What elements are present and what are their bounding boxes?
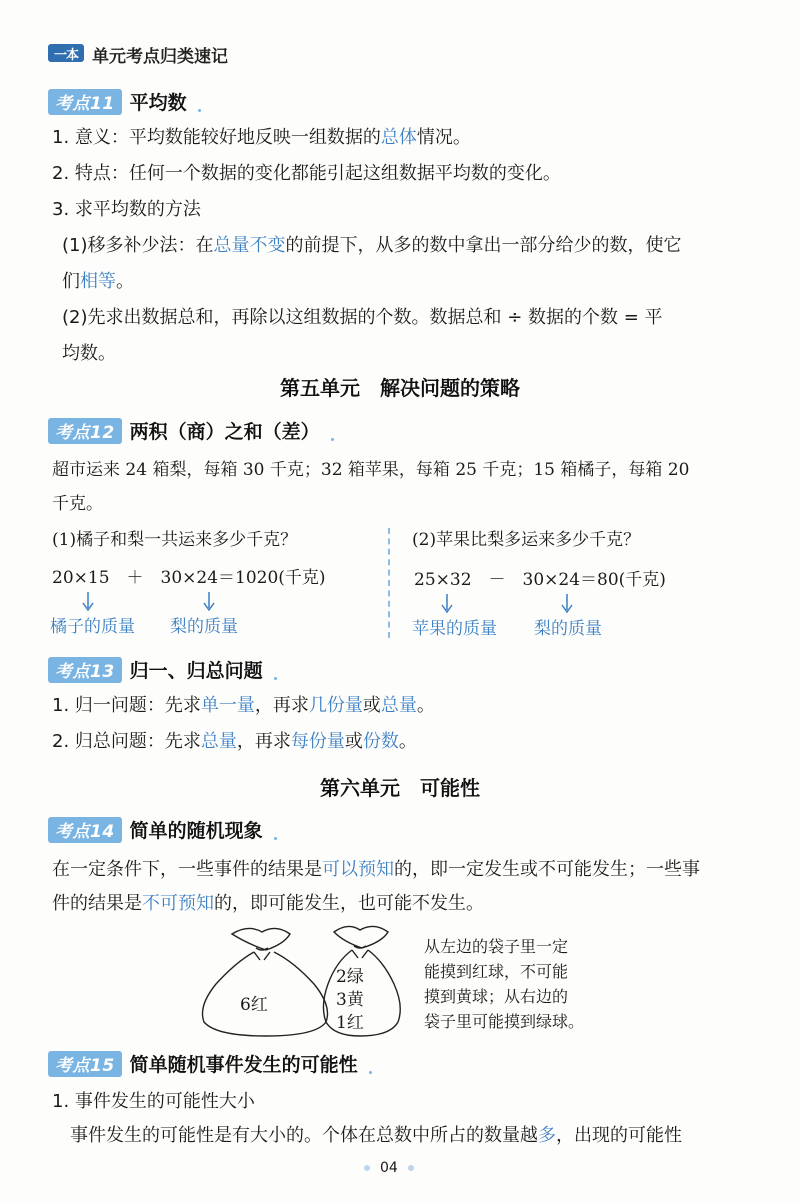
caption-line: 摸到黄球；从右边的 (424, 987, 569, 1006)
bags-caption (424, 934, 584, 1034)
column-divider (388, 528, 390, 638)
arrow-down-icon (440, 594, 454, 614)
text: 的，即可能发生，也可能不发生。 (214, 893, 484, 914)
decor-dot (198, 109, 201, 112)
kp12-q2: (2)苹果比梨多运来多少千克？ (412, 530, 641, 550)
highlight: 份数 (362, 731, 399, 752)
highlight: 单一量 (200, 695, 255, 716)
text: 事件发生的可能性是有大小的。个体在总数中所占的数量越 (70, 1125, 538, 1146)
kp13-line1 (52, 688, 435, 724)
kp12-q1-label1: 橘子的质量 (50, 617, 135, 637)
text: 1. 归一问题：先求 (52, 695, 201, 716)
right-bag-label (336, 966, 364, 1035)
text: 件的结果是 (52, 893, 142, 914)
text: 。 (398, 731, 417, 752)
highlight: 多 (538, 1125, 556, 1146)
bag-ball-count: 2绿 (336, 967, 364, 987)
arrow-down-icon (560, 594, 574, 614)
decor-dot (408, 1165, 414, 1171)
kp13-badge: 考点13 (48, 657, 122, 683)
caption-line: 袋子里可能摸到绿球。 (424, 1012, 585, 1031)
kp12-q1-label2: 梨的质量 (170, 617, 238, 637)
text: 在一定条件下，一些事件的结果是 (52, 859, 322, 880)
decor-dot (369, 1071, 372, 1074)
text: 的前提下，从多的数中拿出一部分给少的数，使它 (285, 235, 682, 256)
bag-ball-count: 1红 (336, 1013, 364, 1033)
text: (1)移多补少法：在 (62, 235, 214, 256)
decor-dot (274, 677, 277, 680)
caption-line: 从左边的袋子里一定 (424, 937, 569, 956)
text: 的，即一定发生或不可能发生；一些事 (394, 859, 700, 880)
highlight: 总量 (380, 695, 417, 716)
highlight: 相等 (80, 271, 116, 292)
kp15-line1: 1. 事件发生的可能性大小 (52, 1091, 255, 1112)
kp14-line1 (52, 852, 700, 888)
kp15-badge: 考点15 (48, 1051, 122, 1077)
text: ，再求 (254, 695, 309, 716)
kp11-badge: 考点11 (48, 89, 122, 115)
kp11-line4 (62, 228, 682, 264)
text: 1. 意义：平均数能较好地反映一组数据的 (52, 127, 381, 148)
page-number: 04 (380, 1160, 398, 1176)
kp11-title: 平均数 (129, 92, 187, 114)
kp12-q2-label2: 梨的质量 (534, 619, 602, 639)
decor-dot (331, 438, 334, 441)
kp11-line1 (52, 120, 471, 156)
kp13-title: 归一、归总问题 (129, 660, 263, 682)
kp12-q1: (1)橘子和梨一共运来多少千克？ (52, 530, 298, 550)
kp12-heading (48, 417, 334, 444)
kp11-line5 (62, 264, 134, 300)
kp12-badge: 考点12 (48, 418, 122, 444)
kp12-q1-equation: 20×15 ＋ 30×24＝1020(千克) (52, 568, 326, 588)
caption-line: 能摸到红球，不可能 (424, 962, 569, 981)
kp14-badge: 考点14 (48, 817, 122, 843)
kp11-line3: 3. 求平均数的方法 (52, 199, 201, 220)
kp11-line7: 均数。 (62, 343, 116, 364)
kp12-problem-line1: 超市运来 24 箱梨，每箱 30 千克；32 箱苹果，每箱 25 千克；15 箱橘子，每箱 20 (52, 460, 690, 480)
kp12-q2-equation: 25×32 － 30×24＝80(千克) (414, 570, 666, 590)
text: 们 (62, 271, 80, 292)
decor-dot (364, 1165, 370, 1171)
highlight: 每份量 (290, 731, 345, 752)
text: 。 (116, 271, 134, 292)
logo-badge: 一本 (48, 44, 84, 62)
kp15-line2 (70, 1118, 682, 1154)
decor-dot (274, 837, 277, 840)
kp15-heading (48, 1050, 372, 1077)
page-footer (364, 1160, 414, 1176)
left-bag (203, 928, 328, 1036)
arrow-down-icon (202, 592, 216, 612)
kp14-heading (48, 816, 277, 843)
kp15-title: 简单随机事件发生的可能性 (129, 1054, 358, 1076)
text: 2. 归总问题：先求 (52, 731, 201, 752)
arrow-down-icon (81, 592, 95, 612)
highlight: 总量不变 (213, 235, 286, 256)
left-bag-label: 6红 (240, 995, 268, 1015)
highlight: 不可预知 (142, 893, 214, 914)
kp13-line2 (52, 724, 417, 760)
highlight: 可以预知 (322, 859, 394, 880)
highlight: 几份量 (308, 695, 363, 716)
bag-ball-count: 3黄 (336, 990, 364, 1010)
text: 。 (416, 695, 435, 716)
highlight: 总量 (200, 731, 237, 752)
kp12-problem-line2: 千克。 (52, 494, 103, 514)
text: ，出现的可能性 (556, 1125, 682, 1146)
highlight: 总体 (380, 127, 417, 148)
kp11-line2: 2. 特点：任何一个数据的变化都能引起这组数据平均数的变化。 (52, 163, 561, 184)
unit6-title: 第六单元 可能性 (320, 776, 480, 800)
kp12-title: 两积（商）之和（差） (129, 421, 320, 443)
kp11-line6: (2)先求出数据总和，再除以这组数据的个数。数据总和 ÷ 数据的个数 = 平 (62, 307, 663, 328)
kp14-title: 简单的随机现象 (129, 820, 263, 842)
bags-illustration (196, 922, 406, 1040)
kp12-q2-label1: 苹果的质量 (412, 619, 497, 639)
text: 或 (362, 695, 381, 716)
header-title: 单元考点归类速记 (92, 47, 228, 67)
kp11-heading (48, 88, 201, 115)
kp14-line2 (52, 886, 484, 922)
text: 或 (344, 731, 363, 752)
text: 情况。 (416, 127, 471, 148)
kp13-heading (48, 656, 277, 683)
unit5-title: 第五单元 解决问题的策略 (280, 376, 520, 400)
text: ，再求 (236, 731, 291, 752)
